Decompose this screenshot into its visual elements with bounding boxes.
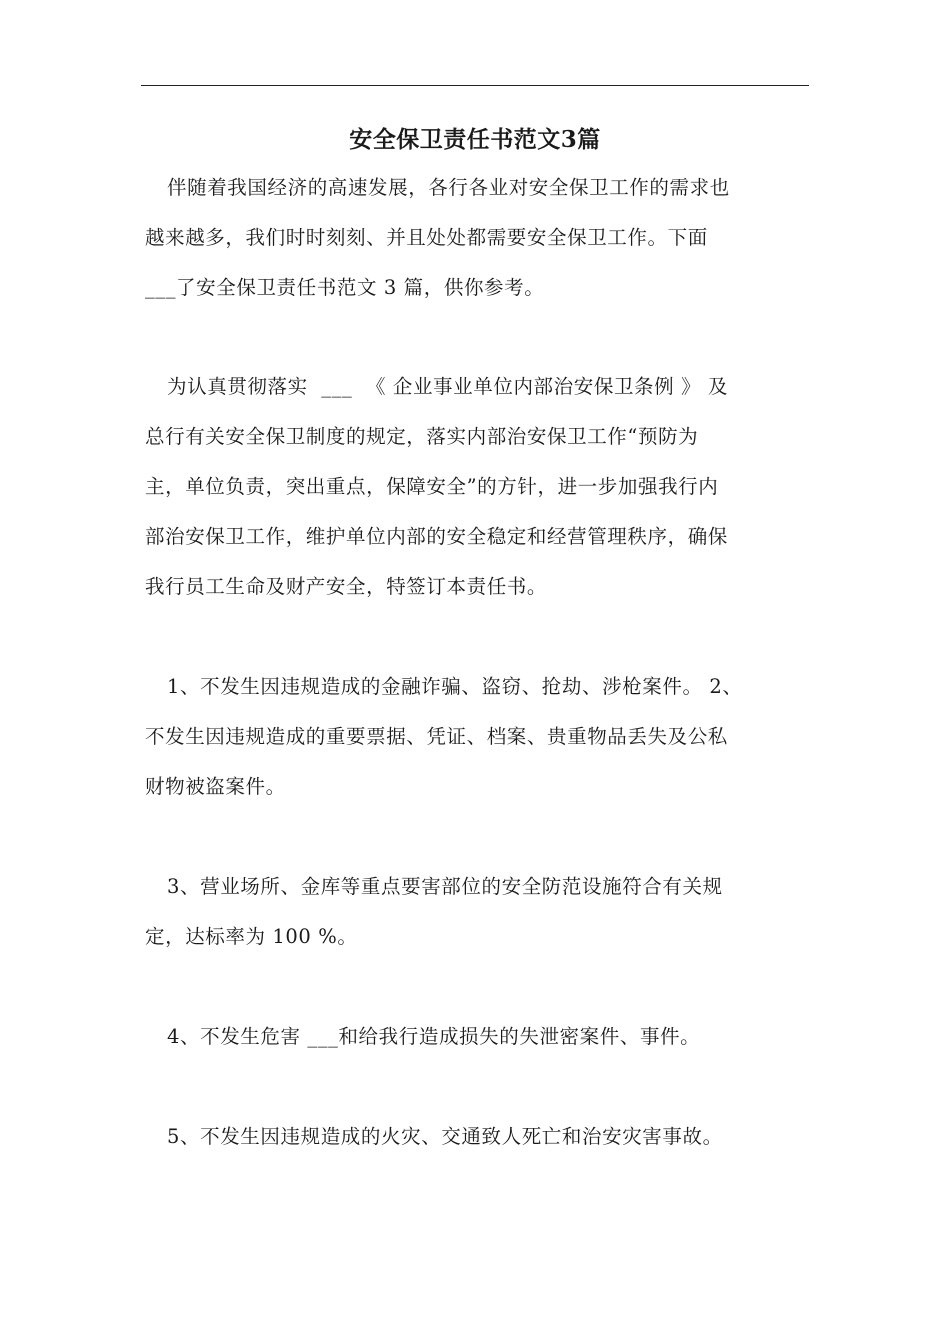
intro-paragraph xyxy=(145,163,795,313)
intro-line-1: 伴随着我国经济的高速发展，各行各业对安全保卫工作的需求也 xyxy=(167,176,730,199)
intro-line-2: 越来越多，我们时时刻刻、并且处处都需要安全保卫工作。下面 xyxy=(145,226,708,249)
item-4-line-1: 4、不发生危害 ___和给我行造成损失的失泄密案件、事件。 xyxy=(167,1025,701,1048)
item-5-line-1: 5、不发生因违规造成的火灾、交通致人死亡和治安灾害事故。 xyxy=(167,1125,723,1148)
item-3-line-2: 定，达标率为 100 %。 xyxy=(145,925,358,948)
main-paragraph xyxy=(145,362,795,612)
document-title: 安全保卫责任书范文3篇 xyxy=(349,126,601,153)
main-line-3: 主，单位负责，突出重点，保障安全”的方针，进一步加强我行内 xyxy=(145,475,719,498)
item-4-paragraph xyxy=(145,1012,795,1062)
item-3-paragraph xyxy=(145,862,795,962)
item-1-line-1: 1、不发生因违规造成的金融诈骗、盗窃、抢劫、涉枪案件。 2、 xyxy=(167,675,743,698)
item-5-paragraph xyxy=(145,1112,795,1162)
header-rule xyxy=(141,85,809,86)
item-3-line-1: 3、营业场所、金库等重点要害部位的安全防范设施符合有关规 xyxy=(167,875,723,898)
item-1-line-3: 财物被盗案件。 xyxy=(145,775,286,798)
main-line-2: 总行有关安全保卫制度的规定，落实内部治安保卫工作“预防为 xyxy=(145,425,699,448)
item-1-paragraph xyxy=(145,662,795,812)
main-line-5: 我行员工生命及财产安全，特签订本责任书。 xyxy=(145,575,548,598)
main-line-1: 为认真贯彻落实 ___ 《 企业事业单位内部治安保卫条例 》 及 xyxy=(167,375,729,398)
intro-line-3: ___了安全保卫责任书范文 3 篇，供你参考。 xyxy=(145,276,545,299)
main-line-4: 部治安保卫工作，维护单位内部的安全稳定和经营管理秩序，确保 xyxy=(145,525,728,548)
item-1-line-2: 不发生因违规造成的重要票据、凭证、档案、贵重物品丢失及公私 xyxy=(145,725,728,748)
